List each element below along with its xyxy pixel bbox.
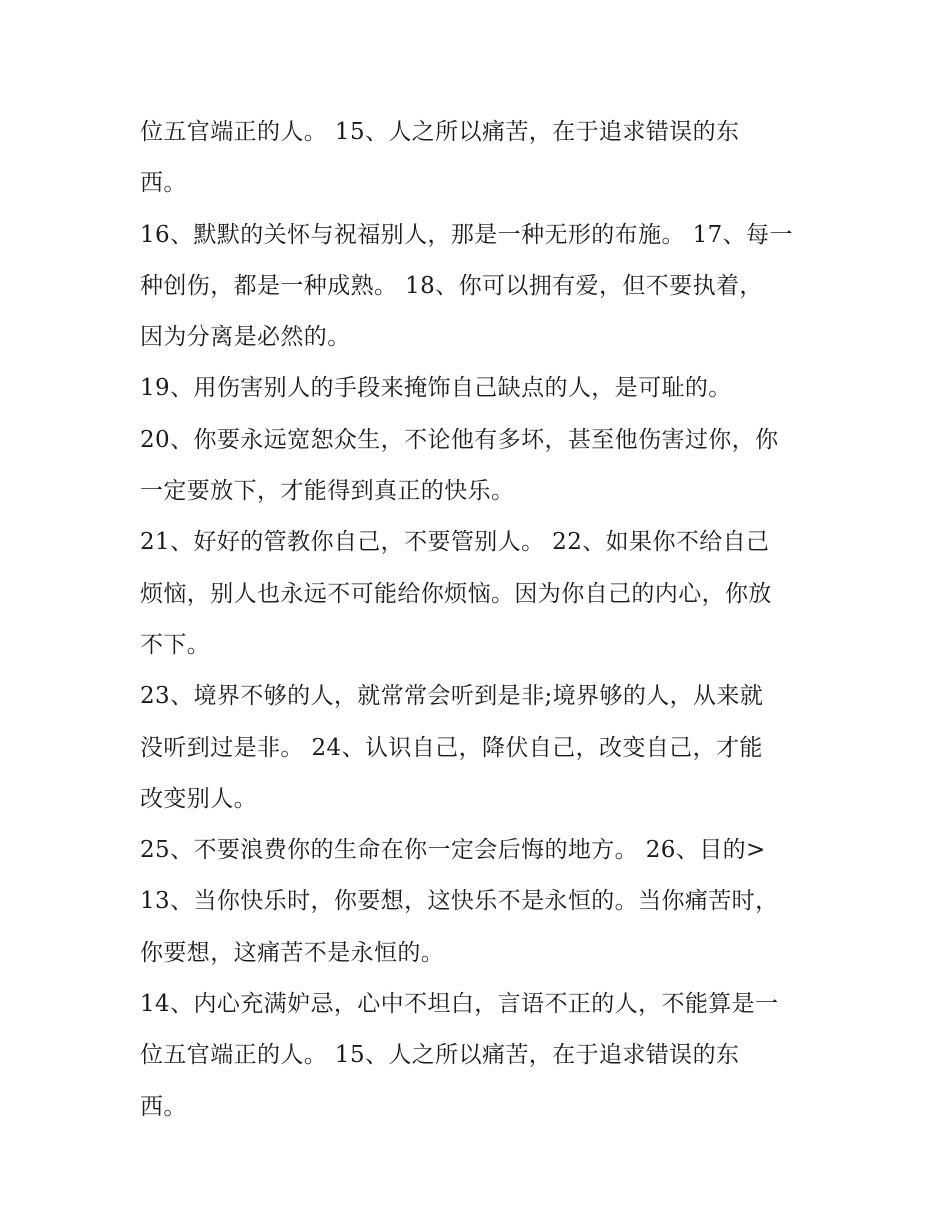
text-line: 23、境界不够的人，就常常会听到是非;境界够的人，从来就 [140, 683, 764, 710]
text-line: 21、好好的管教你自己，不要管别人。 22、如果你不给自己 [140, 529, 770, 556]
text-line: 改变别人。 [140, 785, 257, 812]
text-line: 位五官端正的人。 15、人之所以痛苦，在于追求错误的东 [140, 119, 740, 145]
text-line: 因为分离是必然的。 [140, 324, 351, 351]
text-line: 25、不要浪费你的生命在你一定会后悔的地方。 26、目的> [140, 837, 766, 864]
text-line: 西。 [140, 1093, 187, 1120]
text-line: 19、用伤害别人的手段来掩饰自己缺点的人，是可耻的。 [140, 375, 732, 402]
text-line: 一定要放下，才能得到真正的快乐。 [140, 478, 515, 505]
text-line: 没听到过是非。 24、认识自己，降伏自己，改变自己，才能 [140, 734, 763, 761]
document-body [140, 112, 840, 1138]
text-line: 13、当你快乐时，你要想，这快乐不是永恒的。当你痛苦时， [140, 888, 779, 915]
text-line: 种创伤，都是一种成熟。 18、你可以拥有爱，但不要执着， [140, 272, 763, 299]
text-line: 西。 [140, 170, 187, 197]
text-line: 20、你要永远宽恕众生，不论他有多坏，甚至他伤害过你，你 [140, 426, 779, 453]
text-line: 位五官端正的人。 15、人之所以痛苦，在于追求错误的东 [140, 1042, 740, 1069]
text-line: 14、内心充满妒忌，心中不坦白，言语不正的人，不能算是一 [140, 991, 779, 1018]
text-line: 烦恼，别人也永远不可能给你烦恼。因为你自己的内心，你放 [140, 580, 772, 607]
text-line: 你要想，这痛苦不是永恒的。 [140, 939, 445, 966]
text-line: 16、默默的关怀与祝福别人，那是一种无形的布施。 17、每一 [140, 221, 793, 248]
text-line: 不下。 [140, 631, 211, 658]
